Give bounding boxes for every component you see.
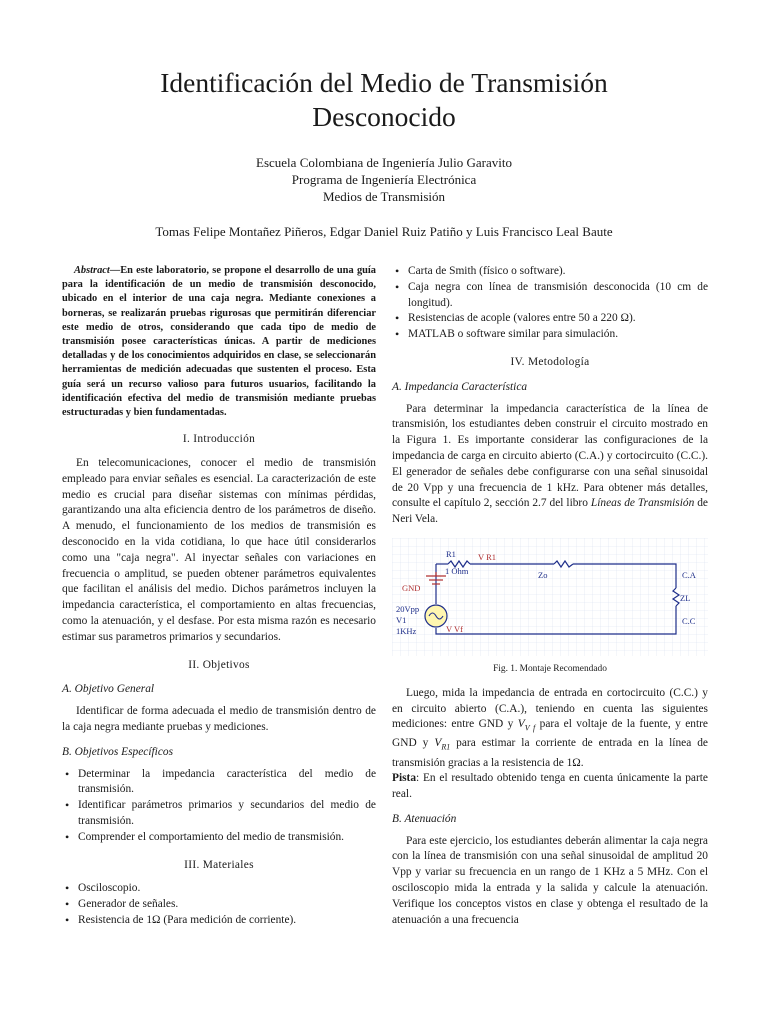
section-heading-objetivos: II. Objetivos xyxy=(188,658,250,671)
list-item: • Osciloscopio. xyxy=(62,881,376,897)
section-heading-materiales: III. Materiales xyxy=(184,858,254,871)
figure-caption: Fig. 1. Montaje Recomendado xyxy=(493,663,607,674)
label-r1-value: 1 Ohm xyxy=(445,565,469,576)
list-item: • Caja negra con línea de transmisión desconocida (10 cm de longitud). xyxy=(392,280,708,312)
mediciones-text-3: para estimar la corriente de entrada en la línea de transmisión gracias a la resistencia de 1Ω. xyxy=(392,737,708,769)
impedancia-text-1: Para determinar la impedancia característica de la línea de transmisión, los estudiantes deben construir el circuito mostrado en la Figura 1. Es importante considerar las configuraciones de la impedancia de carga en circuito abierto (C.A.) y cortocircuito (C.C.). El generador de señales debe configurarse con una señal sinusoidal de 20 Vpp y una frecuencia de 1 kHz. Para obtener más detalles, consulte el capítulo 2, sección 2.7 del libro xyxy=(392,402,708,510)
symbol-v-r1: V xyxy=(434,737,442,750)
impedancia-paragraph xyxy=(392,402,708,528)
list-item: • Comprender el comportamiento del medio de transmisión. xyxy=(62,830,376,846)
list-item: • MATLAB o software similar para simulación. xyxy=(392,327,708,343)
label-ca: C.A xyxy=(682,569,696,580)
mediciones-text-2: para el voltaje de la fuente, y entre GND y xyxy=(392,718,708,750)
subsection-objetivo-general: A. Objetivo General xyxy=(62,683,155,696)
atenuacion-paragraph: Para este ejercicio, los estudiantes deberán alimentar la caja negra con la línea de transmisión con una señal sinusoidal de amplitud 20 Vpp y variar su frecuencia en un rango de 1 KHz a 5 MHz. Con el osciloscopio mida la entrada y la salida y calcule la atenuación. Verifique los conceptos vistos en clase y obtenga el resultado de la atenuación a una frecuencia xyxy=(392,834,708,926)
authors: Tomas Felipe Montañez Piñeros, Edgar Daniel Ruiz Patiño y Luis Francisco Leal Baute xyxy=(155,224,613,239)
subsection-objetivos-especificos: B. Objetivos Específicos xyxy=(62,745,174,758)
abstract-text: —En este laboratorio, se propone el desarrollo de una guía para la identificación de un medio de transmisión desconocido, ubicado en el interior de una caja negra. Mediante conexiones a borneras, se realizarán pruebas rigurosas que permitirán diferenciar este medio de otros, considerando que cada tipo de medio de transmisión posee características únicas. A partir de mediciones detalladas y de los conocimientos adquiridos en clase, se seleccionarán herramientas de medición adecuadas que sustenten el proceso. Esta guía será un recurso valioso para futuros usuarios, facilitando la identificación efectiva del medio de transmisión mediante pruebas estructuradas y bien fundamentadas. xyxy=(62,265,376,419)
circuit-diagram xyxy=(392,538,708,656)
pista-paragraph xyxy=(392,771,708,803)
affiliation-course: Medios de Transmisión xyxy=(322,189,446,204)
label-gnd: GND xyxy=(402,582,421,593)
symbol-v-r1-sub: R1 xyxy=(441,742,451,752)
list-item: • Resistencias de acople (valores entre 50 a 220 Ω). xyxy=(392,311,708,327)
label-zo: Zo xyxy=(538,569,548,580)
book-title: Líneas de Transmisión xyxy=(590,497,695,510)
right-column xyxy=(392,264,708,928)
materiales-list-right xyxy=(392,264,708,343)
list-item: • Determinar la impedancia característica del medio de transmisión. xyxy=(62,767,376,799)
subsection-atenuacion: B. Atenuación xyxy=(392,812,457,825)
symbol-v-vf: V xyxy=(517,718,525,731)
impedancia-text-2: de Neri Vela. xyxy=(392,497,708,526)
title-line-1: Identificación del Medio de Transmisión xyxy=(160,67,608,98)
label-source-freq: 1KHz xyxy=(396,625,417,636)
objetivos-list xyxy=(62,767,376,846)
affiliation xyxy=(60,154,708,205)
figure-circuit xyxy=(392,538,708,678)
abstract-label: Abstract xyxy=(74,265,110,276)
list-item: • Carta de Smith (físico o software). xyxy=(392,264,708,280)
label-source-vpp: 20Vpp xyxy=(396,603,420,614)
subsection-impedancia: A. Impedancia Característica xyxy=(392,380,528,393)
label-r1: R1 xyxy=(446,548,456,559)
title-line-2: Desconocido xyxy=(312,101,456,132)
affiliation-program: Programa de Ingeniería Electrónica xyxy=(291,172,477,187)
list-item: • Resistencia de 1Ω (Para medición de corriente). xyxy=(62,913,376,929)
label-cc: C.C xyxy=(682,615,696,626)
paper-title xyxy=(60,66,708,134)
mediciones-paragraph xyxy=(392,686,708,772)
introduccion-paragraph: En telecomunicaciones, conocer el medio de transmisión empleado para enviar señales es esencial. La caracterización de este medio es crucial para diseñar sistemas con mínimas pérdidas, garantizando una alta eficiencia dentro de los parámetros de diseño. A menudo, el funcionamiento de los medios de transmisión es desconocido en la vida cotidiana, lo que hace útil considerarlos como una "caja negra". Al inyectar señales con variaciones en frecuencia o amplitud, se pueden obtener parámetros equivalentes que facilitan el análisis del medio. Dichos parámetros incluyen la impedancia característica, el comportamiento en altas frecuencias, como la atenuación, y el desfase. Por esta misma razón es necesario estimar sus parametros primarios y secundarios. xyxy=(62,457,376,643)
materiales-list-left xyxy=(62,881,376,928)
schematic-grid xyxy=(392,538,708,656)
abstract xyxy=(62,264,376,420)
pista-text: : En el resultado obtenido tenga en cuenta únicamente la parte real. xyxy=(392,772,708,801)
list-item: • Generador de señales. xyxy=(62,897,376,913)
affiliation-school: Escuela Colombiana de Ingeniería Julio Garavito xyxy=(256,155,512,170)
list-item: • Identificar parámetros primarios y secundarios del medio de transmisión. xyxy=(62,798,376,830)
label-v-vf: V Vf xyxy=(446,623,463,634)
section-heading-metodologia: IV. Metodología xyxy=(510,355,590,368)
section-heading-introduccion: I. Introducción xyxy=(182,433,256,446)
label-v-r1: V R1 xyxy=(478,551,497,562)
label-zl: ZL xyxy=(680,592,691,603)
mediciones-text-1: Luego, mida la impedancia de entrada en cortocircuito (C.C.) y en circuito abierto (C.A.), teniendo en cuenta las siguientes mediciones: entre GND y xyxy=(392,686,708,731)
symbol-v-vf-sub: V f xyxy=(524,723,536,733)
objetivo-general-paragraph: Identificar de forma adecuada el medio de transmisión dentro de la caja negra mediante pruebas y mediciones. xyxy=(62,705,376,733)
left-column xyxy=(62,264,376,929)
pista-label: Pista xyxy=(392,772,417,785)
label-source-name: V1 xyxy=(396,614,407,625)
